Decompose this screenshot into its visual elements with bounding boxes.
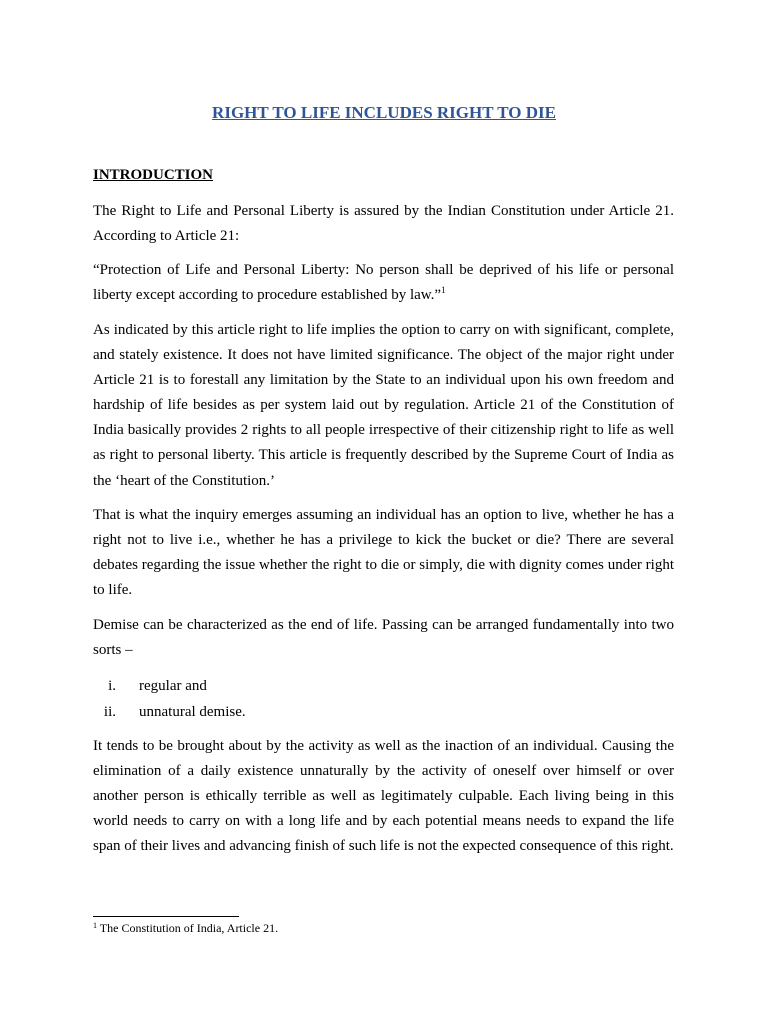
- paragraph-6: It tends to be brought about by the activity as well as the inaction of an individual. Causing the elimination of a daily existence unnaturally by the activity of oneself over himself or over another person is ethically terrible as well as legitimately culpable. Each living being in this world needs to carry on with a long life and by each potential means needs to expand the life span of their lives and advancing finish of such life is not the expected consequence of this right.: [93, 738, 674, 855]
- quote-text: “Protection of Life and Personal Liberty: No person shall be deprived of his life or personal liberty except according to procedure established by law.”: [93, 262, 674, 304]
- death-types-list: [93, 673, 674, 725]
- list-item-number: i.: [108, 678, 116, 694]
- list-item: [93, 699, 674, 725]
- footnote: [93, 921, 278, 936]
- section-heading: INTRODUCTION: [93, 167, 214, 183]
- document-title: RIGHT TO LIFE INCLUDES RIGHT TO DIE: [212, 103, 556, 122]
- paragraph-3: As indicated by this article right to life implies the option to carry on with significant, complete, and stately existence. It does not have limited significance. The object of the major right under Article 21 is to forestall any limitation by the State to an individual upon his own freedom and hardship of life besides as per system laid out by regulation. Article 21 of the Constitution of India basically provides 2 rights to all people irrespective of their citizenship right to life as well as right to personal liberty. This article is frequently described by the Supreme Court of India as the ‘heart of the Constitution.’: [93, 322, 674, 489]
- paragraph-quote: [93, 258, 674, 308]
- list-item-number: ii.: [103, 704, 116, 720]
- list-item-text: unnatural demise.: [139, 704, 246, 720]
- footnote-reference: 1: [441, 285, 446, 296]
- footnote-marker: 1: [93, 921, 97, 930]
- paragraph-1: The Right to Life and Personal Liberty is assured by the Indian Constitution under Article 21. According to Article 21:: [93, 203, 674, 245]
- list-item: [93, 673, 674, 699]
- footnote-text: The Constitution of India, Article 21.: [97, 921, 279, 935]
- list-item-text: regular and: [139, 678, 207, 694]
- paragraph-5: Demise can be characterized as the end of life. Passing can be arranged fundamentally into two sorts –: [93, 617, 674, 659]
- footnote-separator: [93, 916, 239, 917]
- paragraph-4: That is what the inquiry emerges assuming an individual has an option to live, whether he has a right not to live i.e., whether he has a privilege to kick the bucket or die? There are several debates regarding the issue whether the right to die or simply, die with dignity comes under right to life.: [93, 507, 674, 599]
